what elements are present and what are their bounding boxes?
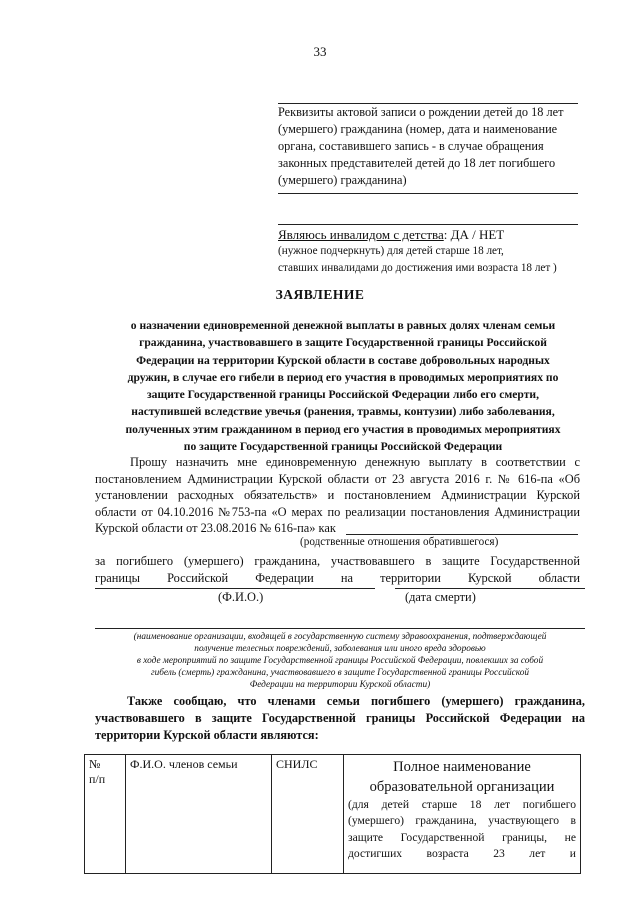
family-intro (95, 693, 585, 743)
subtitle-line: Федерации на территории Курской области в составе добровольных народных (136, 353, 550, 367)
requisites-line: органа, составившего запись - в случае обращения (278, 139, 544, 153)
request-line: Прошу назначить мне единовременную денежную выплату в соответствии с (130, 455, 580, 469)
family-members-table (84, 754, 581, 874)
org-note-line: Федерации на территории Курской области) (249, 680, 431, 690)
org-note-line: гибель (смерть) гражданина, участвовавшего в защите Государственной границы Российской (150, 668, 530, 678)
relation-hint: (родственные отношения обратившегося) (300, 536, 499, 548)
family-intro-line: Также сообщаю, что членами семьи погибшего (умершего) гражданина, (127, 694, 585, 708)
page-number: 33 (313, 44, 327, 59)
organization-note (95, 631, 585, 691)
subtitle-line: по защите Государственной границы Российской Федерации (183, 440, 503, 454)
subtitle-line: защите Государственной границы Российской Федерации либо его смерти, (146, 388, 539, 402)
disability-note: ставших инвалидами до достижения ими возраста 18 лет ) (278, 262, 557, 274)
col-snils-header: СНИЛС (272, 755, 344, 874)
relation-fill-line (346, 534, 578, 535)
subtitle-line: наступившей вследствие увечья (ранения, травмы, контузии) либо заболевания, (131, 405, 555, 419)
disability-block (278, 226, 578, 277)
document-subtitle (100, 317, 586, 455)
org-fill-line (95, 628, 585, 629)
requisites-line: Реквизиты актовой записи о рождении детей до 18 лет (278, 105, 564, 119)
table-header-row (85, 755, 581, 874)
request-line: установлении расходных обязательств» и постановлением Администрации Курской (95, 488, 580, 503)
request-line: области от 04.10.2016 №753-па «О мерах по реализации постановления Администрации (95, 504, 580, 519)
citizen-line: границы Российской Федерации на территории Курской области (95, 570, 580, 585)
col-number-header: № п/п (85, 755, 126, 874)
requisites-line: (умершего) гражданина) (278, 173, 407, 187)
requisites-block (278, 104, 578, 189)
disability-note: (нужное подчеркнуть) для детей старше 18 лет, (278, 245, 504, 257)
fio-label: (Ф.И.О.) (218, 590, 264, 604)
disability-prefix: Являюсь инвалидом с детства (278, 227, 444, 242)
subtitle-line: о назначении единовременной денежной выплаты в равных долях членам семьи (130, 319, 556, 332)
fio-fill-line (95, 588, 375, 589)
requisites-bottom-line (278, 193, 578, 194)
citizen-paragraph (95, 553, 580, 586)
org-note-line: в ходе мероприятий по защите Государственной границы Российской Федерации, повлекших за собой (136, 656, 544, 666)
org-note-line: (наименование организации, входящей в государственную систему здравоохранения, подтверждающей (133, 632, 547, 642)
family-intro-line: участвовавшего в защите Государственной границы Российской Федерации на (95, 710, 585, 725)
disability-top-line (278, 224, 578, 225)
family-intro-line: территории Курской области являются: (95, 727, 319, 742)
subtitle-line: гражданина, участвовавшего в защите Государственной границы Российской (139, 336, 547, 350)
request-line: постановлением Администрации Курской области от 23 августа 2016 г. № 616-па «Об (95, 471, 580, 486)
death-date-fill-line (395, 588, 585, 589)
col-education-header: Полное наименование образовательной организации (для детей старше 18 лет погибшего (умершего) гражданина, участвующего в защите Государственной границы, не достигших возраста 23 лет и (344, 755, 581, 874)
death-date-label: (дата смерти) (405, 590, 476, 604)
disability-options: : ДА / НЕТ (443, 227, 505, 242)
subtitle-line: дружин, в случае его гибели в период его участия в проводимых мероприятиях по (127, 370, 559, 384)
request-last-line: Курской области от 23.08.2016 № 616-па» как (95, 521, 336, 536)
disability-statement (278, 226, 578, 243)
request-paragraph (95, 454, 580, 537)
citizen-line: за погибшего (умершего) гражданина, участвовавшего в защите Государственной (95, 554, 580, 568)
requisites-line: законных представителей детей до 18 лет погибшего (278, 156, 556, 170)
col-fio-header: Ф.И.О. членов семьи (126, 755, 272, 874)
org-note-line: получение телесных повреждений, заболевания или иного вреда здоровью (194, 644, 486, 654)
requisites-line: (умершего) гражданина (номер, дата и наименование (278, 122, 558, 136)
subtitle-line: полученных этим гражданином в период его участия в проводимых мероприятиях (125, 422, 561, 436)
document-title: ЗАЯВЛЕНИЕ (275, 287, 365, 302)
